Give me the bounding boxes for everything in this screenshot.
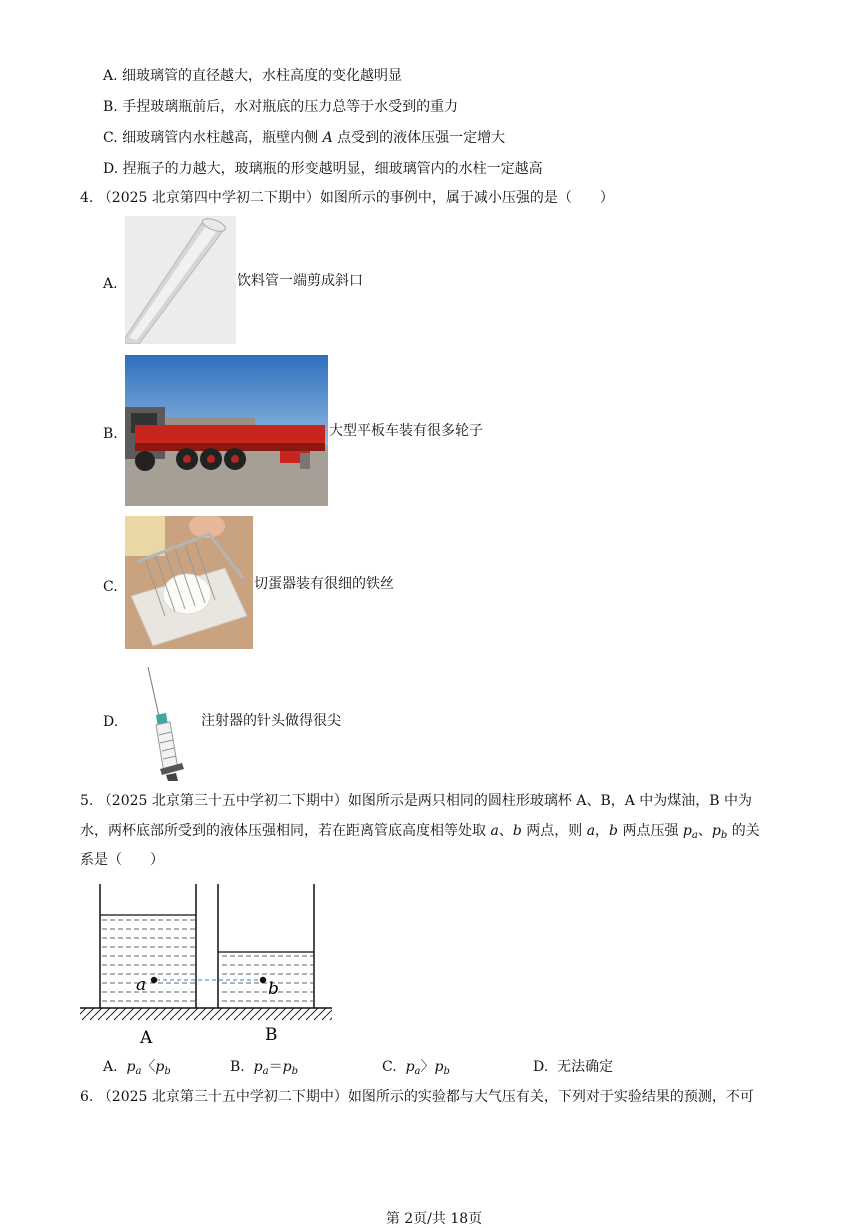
q4-option-c-text: 切蛋器装有很细的铁丝 <box>254 576 394 592</box>
straw-image <box>125 216 236 344</box>
page-footer: 第 2页/共 18页 <box>385 1211 483 1227</box>
q5-stem-line3: 系是（ ） <box>80 852 164 868</box>
syringe-image <box>138 665 188 781</box>
q3-option-c: C. 细玻璃管内水柱越高，瓶壁内侧 A 点受到的液体压强一定增大 <box>103 130 506 146</box>
syringe-drawing <box>138 665 188 781</box>
q4-stem: 4. （2025 北京第四中学初二下期中）如图所示的事例中，属于减小压强的是（ ） <box>80 190 614 206</box>
q4-option-d-letter: D. <box>103 714 119 730</box>
q5-option-a: A. $p_a$〈$p_b$ <box>103 1059 171 1077</box>
ground-hatch <box>80 1008 332 1020</box>
cup-a-label: A <box>140 1028 153 1048</box>
q4-option-d-text: 注射器的针头做得很尖 <box>201 713 341 729</box>
straw-drawing <box>125 216 236 344</box>
q4-option-a-text: 饮料管一端剪成斜口 <box>237 273 363 289</box>
q5-option-c: C. $p_a$〉$p_b$ <box>382 1059 450 1077</box>
q5-stem-line2: 水，两杯底部所受到的液体压强相同，若在距离管底高度相等处取 a、b 两点，则 a，b 两点压强 $p_a$、$p_b$ 的关 <box>80 823 760 841</box>
q5-option-d: D. 无法确定 <box>533 1059 614 1075</box>
q4-option-c-letter: C. <box>103 579 118 595</box>
q4-option-b-text: 大型平板车装有很多轮子 <box>329 423 483 439</box>
cup-a-liquid <box>101 915 195 1008</box>
point-a-label: a <box>136 975 147 995</box>
q3-option-d: D. 捏瓶子的力越大，玻璃瓶的形变越明显，细玻璃管内的水柱一定越高 <box>103 161 543 177</box>
flatbed-truck-image <box>125 355 328 506</box>
egg-slicer-image <box>125 516 253 649</box>
point-b-label: b <box>268 979 279 999</box>
q3-option-b: B. 手捏玻璃瓶前后，水对瓶底的压力总等于水受到的重力 <box>103 99 459 115</box>
two-cups-figure <box>78 880 338 1050</box>
q5-stem-line1: 5. （2025 北京第三十五中学初二下期中）如图所示是两只相同的圆柱形玻璃杯 A、B，A 中为煤油，B 中为 <box>80 793 753 809</box>
q6-stem: 6. （2025 北京第三十五中学初二下期中）如图所示的实验都与大气压有关，下列对于实验结果的预测，不可 <box>80 1089 754 1105</box>
q3-option-a: A. 细玻璃管的直径越大，水柱高度的变化越明显 <box>103 68 403 84</box>
truck-drawing <box>125 355 328 506</box>
q4-option-a-letter: A. <box>103 276 118 292</box>
point-a-dot <box>151 977 157 983</box>
point-b-dot <box>260 977 266 983</box>
egg-slicer-drawing <box>125 516 253 649</box>
cup-b-label: B <box>265 1025 278 1045</box>
q5-option-b: B. $p_a=p_b$ <box>230 1059 298 1077</box>
q4-option-b-letter: B. <box>103 426 118 442</box>
